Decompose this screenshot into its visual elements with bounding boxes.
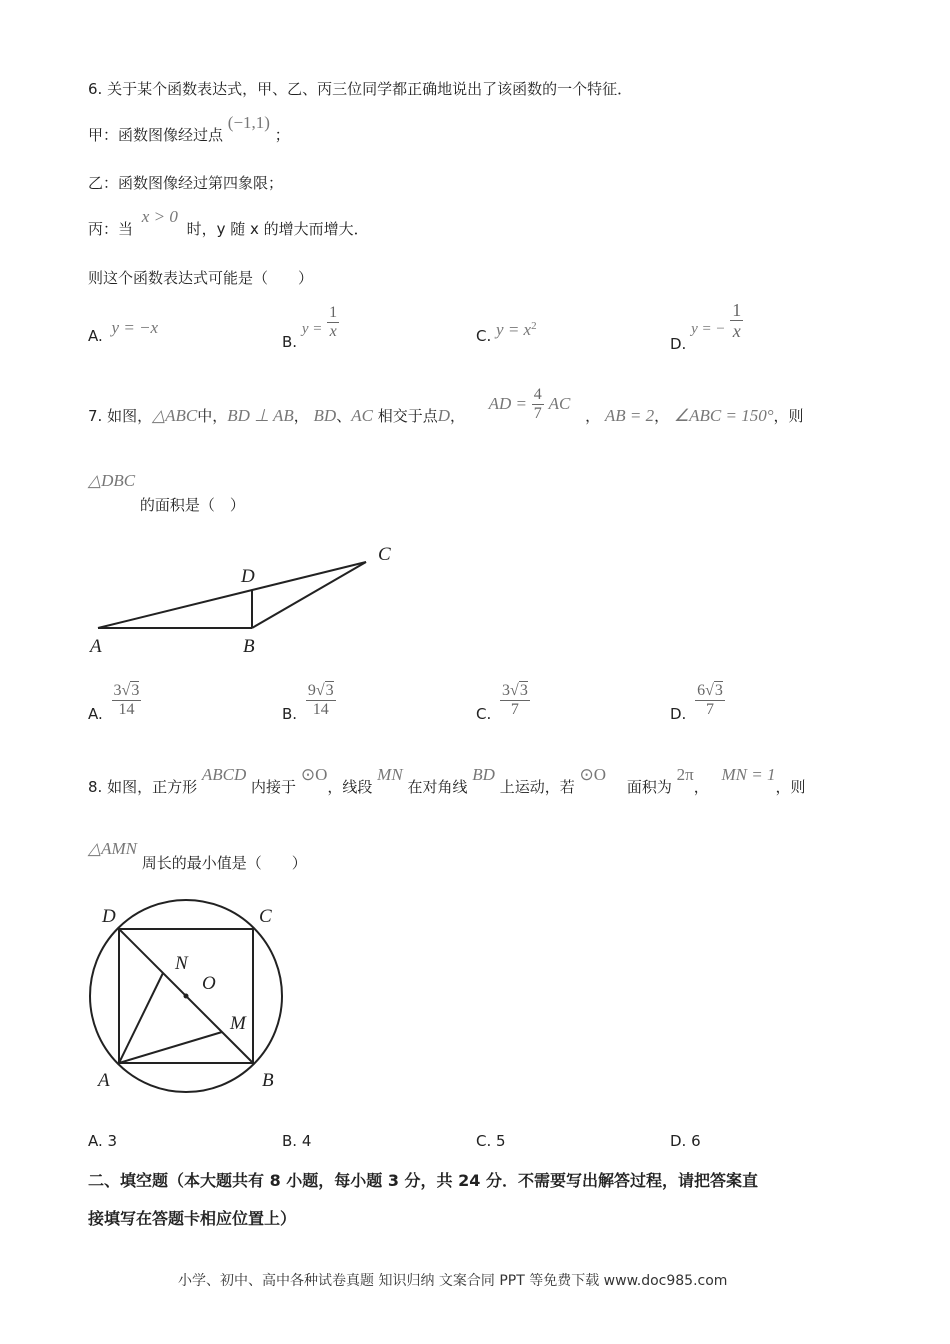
label-b: B [243,636,255,657]
q7-text: ， [293,407,309,425]
q8-option-c-value: 5 [496,1132,506,1150]
q7-option-b-label: B. [282,705,298,723]
q7-bd: BD [313,406,337,425]
q6-option-a-label: A. [88,327,103,345]
label-c: C [259,906,272,927]
center-dot [184,994,189,999]
q7-text: 7. 如图， [88,407,153,425]
q6-option-a-expr: y = −x [111,318,159,337]
q8-circle: ⊙O [300,765,328,784]
denominator: 7 [510,701,519,718]
q7-text: ，则 [773,407,804,425]
q8-option-a [88,1132,117,1150]
q8-option-d-label: D. [670,1132,687,1150]
q7-triangle-dbc: △DBC [88,471,136,490]
q8-square: ABCD [201,765,247,784]
q6-yi: 乙：函数图像经过第四象限； [88,174,284,192]
q8-option-b-label: B. [282,1132,298,1150]
q8-text: 内接于 [251,778,297,796]
q6-jia-suffix: ； [274,126,290,144]
q6-bing-prefix: 丙：当 [88,220,134,238]
denominator: x [732,321,741,341]
q8-mn: MN [377,765,403,784]
radicand: 3 [519,682,528,699]
segment-an [119,973,163,1063]
q6-option-b-label: B. [282,333,298,351]
label-a: A [90,636,102,657]
coefficient: 3 [113,682,122,699]
q8-text: ，线段 [327,778,373,796]
q7-triangle-abc: △ABC [152,406,198,425]
q7-ad-lhs: AD = [488,394,527,413]
q6-option-d-label: D. [670,335,687,353]
label-m: M [230,1013,246,1034]
q7-option-a-label: A. [88,705,103,723]
q7-option-c-label: C. [476,705,492,723]
q8-option-c-label: C. [476,1132,492,1150]
q6-option-c-label: C. [476,327,492,345]
q7-angle: ∠ABC = 150° [673,406,774,425]
label-a: A [98,1070,110,1091]
denominator: 7 [706,701,714,718]
q8-option-b [282,1132,311,1150]
q8-option-d-value: 6 [691,1132,701,1150]
q6-bing-suffix: 时，y 随 x 的增大而增大． [186,220,369,238]
coefficient: 3 [502,682,511,699]
q8-option-c [476,1132,506,1150]
numerator: 3√3 [113,682,140,699]
q8-bd: BD [472,765,495,784]
q6-option-d-lhs: y = − [691,321,726,337]
label-d: D [102,906,116,927]
q7-option-d-label: D. [670,705,687,723]
section2-heading-line1: 二、填空题（本大题共有 8 小题，每小题 3 分，共 24 分．不需要写出解答过程，请把答案直 [88,1171,758,1190]
q8-option-b-value: 4 [301,1132,312,1150]
q8-option-a-value: 3 [107,1132,118,1150]
q7-ac: AC [351,406,373,425]
q8-text: 在对角线 [407,778,468,796]
q8-circle-2: ⊙O [579,765,607,784]
radicand: 3 [714,682,723,699]
numerator: 9√3 [307,682,334,699]
numerator: 1 [732,300,742,320]
denominator: 14 [118,701,135,718]
q6-bing-cond: x > 0 [141,207,178,226]
q6-option-c-expr: y = x [496,320,532,339]
q6-option-b-lhs: y = [301,321,323,337]
radicand: 3 [325,682,334,699]
numerator: 1 [329,304,338,321]
q8-text: 面积为 [626,778,672,796]
numerator: 6√3 [697,682,723,699]
q7-text: ， [654,407,670,425]
q7-perp: BD ⊥ AB [227,406,294,425]
q7-text: 、 [336,407,352,425]
segment-am [119,1032,222,1063]
denominator: x [329,323,337,340]
q7-text: ， [450,407,466,425]
q6-jia-point: (−1,1) [227,113,270,132]
numerator: 4 [533,386,542,403]
label-o: O [202,973,216,994]
q8-mn-eq: MN = 1 [721,765,776,784]
q7-text: ， [585,407,601,425]
q7-ab: AB = 2 [604,406,655,425]
label-c: C [378,544,391,565]
section2-heading-line2: 接填写在答题卡相应位置上） [88,1209,297,1228]
q6-question: 则这个函数表达式可能是（ ） [88,269,314,287]
label-n: N [175,953,188,974]
page-footer: 小学、初中、高中各种试卷真题 知识归纳 文案合同 PPT 等免费下载 www.doc985.com [178,1273,728,1289]
q8-option-a-label: A. [88,1132,103,1150]
q8-area: 2π [676,765,694,784]
radicand: 3 [131,682,140,699]
denominator: 14 [312,701,329,718]
q6-jia-prefix: 甲：函数图像经过点 [88,126,224,144]
q8-triangle-amn: △AMN [88,839,137,858]
q8-text: 8. 如图，正方形 [88,778,198,796]
q8-text: 上运动，若 [499,778,575,796]
q8-text: ， [693,778,709,796]
q8-text: 周长的最小值是（ ） [141,854,307,872]
q7-text: 中， [197,407,228,425]
coefficient: 6 [697,682,706,699]
label-b: B [262,1070,274,1091]
q7-point-d: D [437,406,451,425]
q7-text: 的面积是（ ） [139,496,245,514]
label-d: D [241,566,255,587]
denominator: 7 [533,405,542,422]
numerator: 3√3 [502,682,528,699]
q7-ad-rhs: AC [548,394,571,413]
q7-text: 相交于点 [377,407,438,425]
q8-option-d [670,1132,701,1150]
q6-stem: 6. 关于某个函数表达式，甲、乙、丙三位同学都正确地说出了该函数的一个特征． [88,80,633,98]
q6-option-c-sup: 2 [531,320,537,332]
q8-text: ，则 [775,778,806,796]
coefficient: 9 [307,682,316,699]
